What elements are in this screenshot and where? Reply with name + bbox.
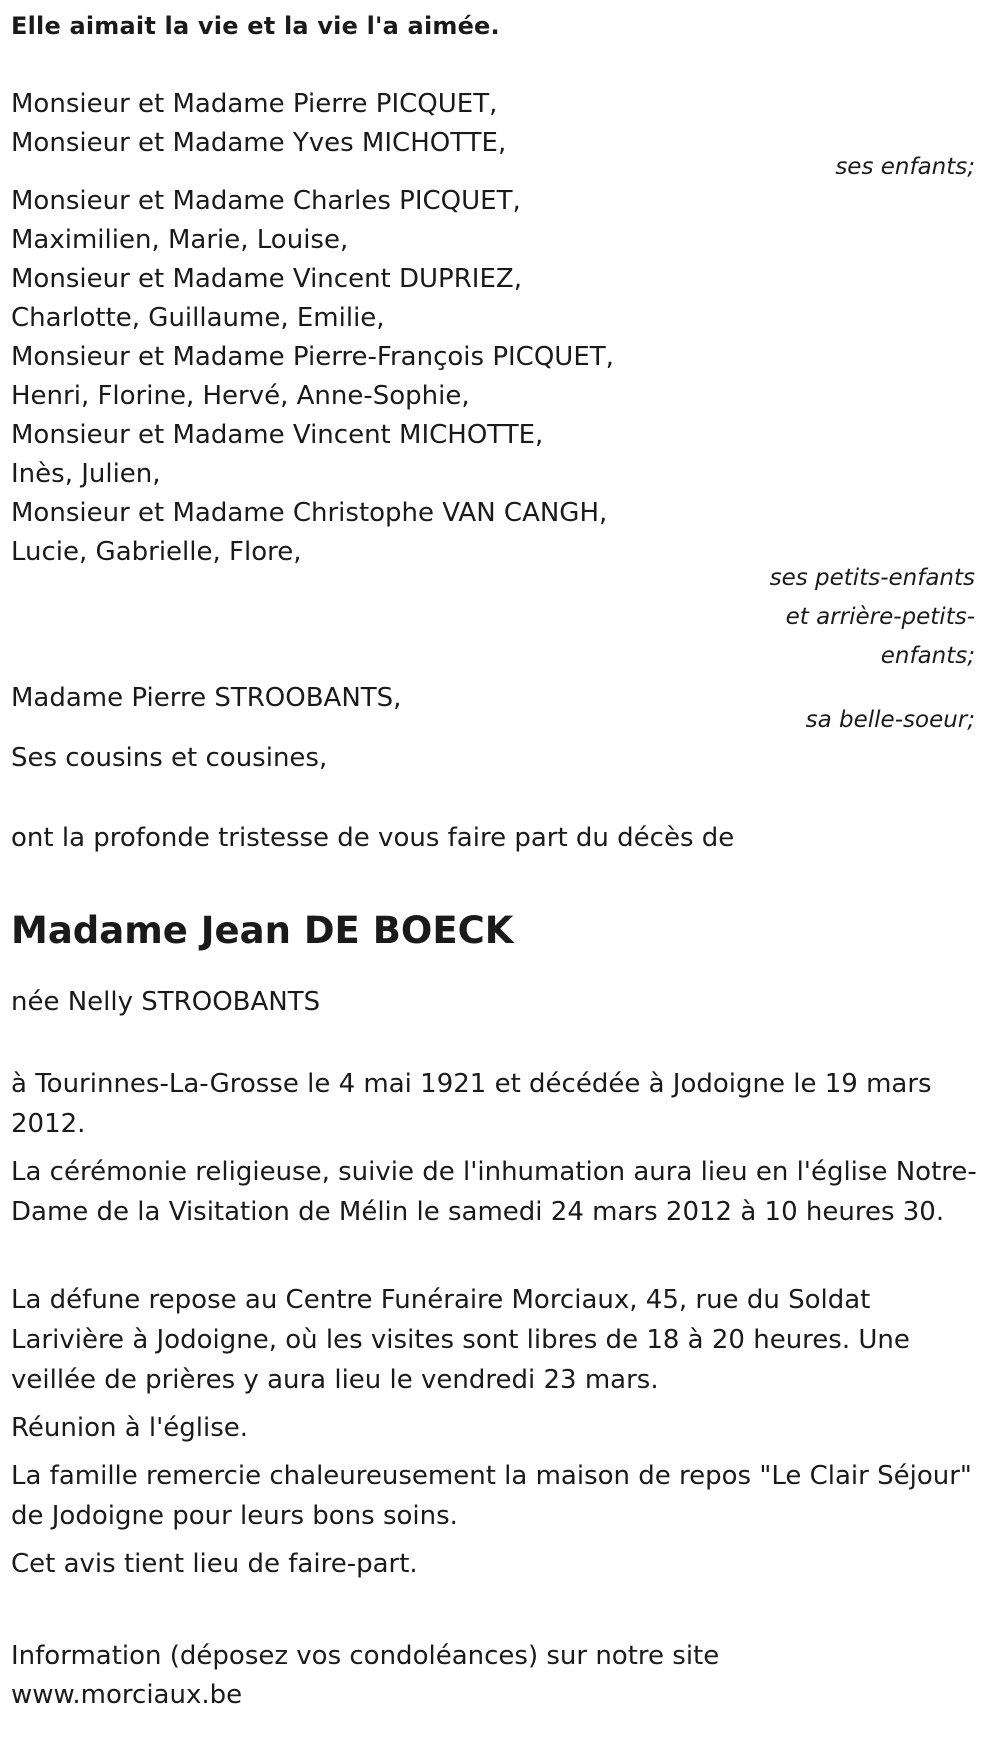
viewing-paragraph: La défune repose au Centre Funéraire Morciaux, 45, rue du Soldat Larivière à Jodoigne, où les visites sont libres de 18 à 20 heures. Une veillée de prières y aura lieu le vendredi 23 mars. <box>11 1285 910 1395</box>
grandchild-line: Monsieur et Madame Vincent MICHOTTE, <box>11 420 544 450</box>
meeting-paragraph: Réunion à l'église. <box>11 1413 249 1443</box>
grandchild-line: Charlotte, Guillaume, Emilie, <box>11 303 385 333</box>
sister-in-law-line: Madame Pierre STROOBANTS, <box>11 683 402 713</box>
sister-in-law-role: sa belle-soeur; <box>805 707 975 733</box>
deceased-name: Madame Jean DE BOECK <box>11 909 514 952</box>
grandchild-line: Henri, Florine, Hervé, Anne-Sophie, <box>11 381 470 411</box>
child-line: Monsieur et Madame Pierre PICQUET, <box>11 89 498 119</box>
birth-death-paragraph: à Tourinnes-La-Grosse le 4 mai 1921 et décédée à Jodoigne le 19 mars 2012. <box>11 1069 932 1139</box>
announcement: ont la profonde tristesse de vous faire part du décès de <box>11 823 735 853</box>
grandchild-line: Monsieur et Madame Charles PICQUET, <box>11 186 521 216</box>
grandchild-line: Monsieur et Madame Christophe VAN CANGH, <box>11 498 608 528</box>
child-line: Monsieur et Madame Yves MICHOTTE, <box>11 128 507 158</box>
grandchild-line: Inès, Julien, <box>11 459 161 489</box>
website-link[interactable]: www.morciaux.be <box>11 1680 243 1710</box>
grandchild-line: Monsieur et Madame Pierre-François PICQUET, <box>11 342 614 372</box>
maiden-name: née Nelly STROOBANTS <box>11 987 321 1017</box>
grandchildren-role: enfants; <box>880 643 975 669</box>
ceremony-paragraph: La cérémonie religieuse, suivie de l'inhumation aura lieu en l'église Notre-Dame de la Visitation de Mélin le samedi 24 mars 2012 à 10 heures 30. <box>11 1157 977 1227</box>
notice-paragraph: Cet avis tient lieu de faire-part. <box>11 1549 418 1579</box>
grandchildren-role: et arrière-petits- <box>785 604 975 630</box>
cousins-line: Ses cousins et cousines, <box>11 743 328 773</box>
grandchild-line: Maximilien, Marie, Louise, <box>11 225 349 255</box>
children-role: ses enfants; <box>835 154 975 180</box>
grandchild-line: Lucie, Gabrielle, Flore, <box>11 537 302 567</box>
grandchild-line: Monsieur et Madame Vincent DUPRIEZ, <box>11 264 522 294</box>
thanks-paragraph: La famille remercie chaleureusement la maison de repos "Le Clair Séjour" de Jodoigne pour leurs bons soins. <box>11 1461 972 1531</box>
grandchildren-role: ses petits-enfants <box>769 565 975 591</box>
motto: Elle aimait la vie et la vie l'a aimée. <box>11 12 500 40</box>
info-line: Information (déposez vos condoléances) sur notre site <box>11 1641 720 1671</box>
